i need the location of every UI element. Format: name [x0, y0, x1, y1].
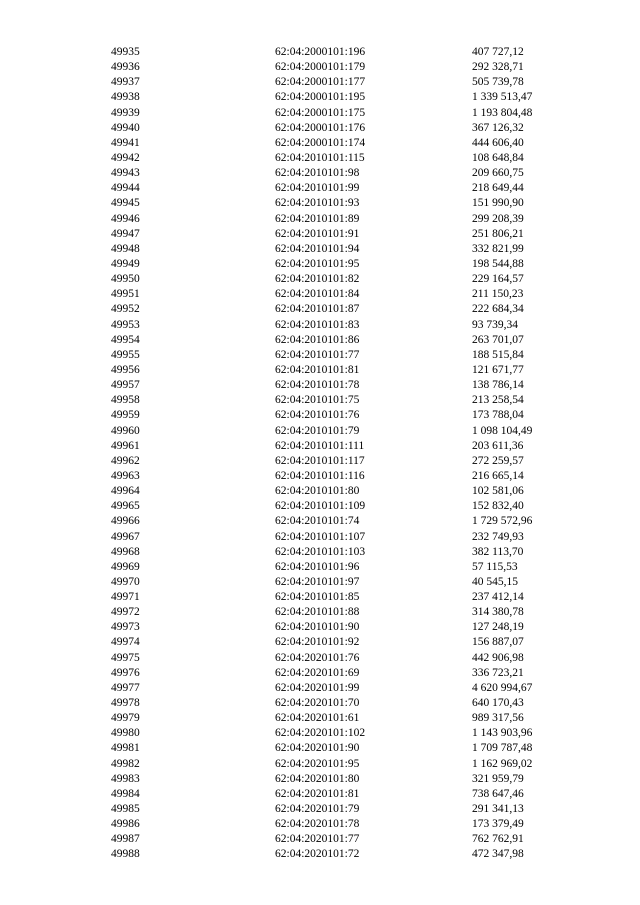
cadastral-value: 1 339 513,47 — [472, 91, 533, 104]
cadastral-number: 62:04:2010101:82 — [275, 273, 360, 286]
table-row — [0, 787, 640, 802]
cadastral-value: 211 150,23 — [472, 288, 524, 301]
cadastral-value: 1 162 969,02 — [472, 757, 533, 770]
row-id: 49963 — [111, 469, 140, 482]
row-id: 49978 — [111, 697, 140, 710]
cadastral-number: 62:04:2010101:95 — [275, 257, 360, 270]
cadastral-number: 62:04:2010101:111 — [275, 439, 365, 452]
cadastral-value: 1 143 903,96 — [472, 727, 533, 740]
row-id: 49946 — [111, 212, 140, 225]
table-row — [0, 166, 640, 181]
cadastral-value: 173 788,04 — [472, 409, 524, 422]
table-row — [0, 847, 640, 862]
cadastral-value: 40 545,15 — [472, 575, 518, 588]
row-id: 49982 — [111, 757, 140, 770]
row-id: 49944 — [111, 182, 140, 195]
cadastral-value: 121 671,77 — [472, 363, 524, 376]
cadastral-number: 62:04:2020101:99 — [275, 681, 360, 694]
table-row — [0, 757, 640, 772]
row-id: 49954 — [111, 333, 140, 346]
row-id: 49987 — [111, 833, 140, 846]
cadastral-number: 62:04:2010101:77 — [275, 348, 360, 361]
cadastral-number: 62:04:2020101:90 — [275, 742, 360, 755]
table-row — [0, 439, 640, 454]
row-id: 49962 — [111, 454, 140, 467]
cadastral-value: 222 684,34 — [472, 303, 524, 316]
row-id: 49937 — [111, 76, 140, 89]
cadastral-number: 62:04:2010101:81 — [275, 363, 360, 376]
table-row — [0, 832, 640, 847]
cadastral-number: 62:04:2000101:177 — [275, 76, 366, 89]
cadastral-number: 62:04:2010101:86 — [275, 333, 360, 346]
row-id: 49970 — [111, 575, 140, 588]
cadastral-value: 138 786,14 — [472, 379, 524, 392]
table-row — [0, 227, 640, 242]
row-id: 49938 — [111, 91, 140, 104]
cadastral-value: 213 258,54 — [472, 394, 524, 407]
row-id: 49981 — [111, 742, 140, 755]
cadastral-number: 62:04:2020101:102 — [275, 727, 366, 740]
cadastral-value: 292 328,71 — [472, 61, 524, 74]
cadastral-value: 314 380,78 — [472, 606, 524, 619]
cadastral-number: 62:04:2020101:77 — [275, 833, 360, 846]
row-id: 49986 — [111, 818, 140, 831]
cadastral-number: 62:04:2010101:107 — [275, 530, 366, 543]
cadastral-value: 237 412,14 — [472, 591, 524, 604]
cadastral-value: 762 762,91 — [472, 833, 524, 846]
cadastral-value: 127 248,19 — [472, 621, 524, 634]
row-id: 49979 — [111, 712, 140, 725]
table-row — [0, 75, 640, 90]
row-id: 49947 — [111, 227, 140, 240]
cadastral-number: 62:04:2010101:97 — [275, 575, 360, 588]
cadastral-number: 62:04:2010101:116 — [275, 469, 365, 482]
cadastral-number: 62:04:2010101:78 — [275, 379, 360, 392]
cadastral-number: 62:04:2020101:69 — [275, 666, 360, 679]
table-row — [0, 151, 640, 166]
cadastral-number: 62:04:2020101:78 — [275, 818, 360, 831]
table-row — [0, 772, 640, 787]
cadastral-number: 62:04:2010101:117 — [275, 454, 365, 467]
table-row — [0, 121, 640, 136]
cadastral-value: 272 259,57 — [472, 454, 524, 467]
table-row — [0, 530, 640, 545]
table-row — [0, 196, 640, 211]
row-id: 49984 — [111, 787, 140, 800]
cadastral-number: 62:04:2010101:87 — [275, 303, 360, 316]
table-row — [0, 802, 640, 817]
cadastral-number: 62:04:2010101:88 — [275, 606, 360, 619]
table-row — [0, 514, 640, 529]
cadastral-value: 1 193 804,48 — [472, 106, 533, 119]
row-id: 49935 — [111, 46, 140, 58]
row-id: 49936 — [111, 61, 140, 74]
cadastral-number: 62:04:2010101:91 — [275, 227, 360, 240]
cadastral-number: 62:04:2000101:195 — [275, 91, 366, 104]
table-row — [0, 136, 640, 151]
cadastral-value: 299 208,39 — [472, 212, 524, 225]
row-id: 49985 — [111, 803, 140, 816]
cadastral-number: 62:04:2020101:61 — [275, 712, 360, 725]
cadastral-value: 108 648,84 — [472, 151, 524, 164]
row-id: 49976 — [111, 666, 140, 679]
cadastral-value: 152 832,40 — [472, 500, 524, 513]
cadastral-value: 173 379,49 — [472, 818, 524, 831]
row-id: 49974 — [111, 636, 140, 649]
cadastral-value: 989 317,56 — [472, 712, 524, 725]
row-id: 49960 — [111, 424, 140, 437]
cadastral-number: 62:04:2010101:92 — [275, 636, 360, 649]
cadastral-value: 1 729 572,96 — [472, 515, 533, 528]
cadastral-number: 62:04:2010101:80 — [275, 485, 360, 498]
cadastral-value: 203 611,36 — [472, 439, 524, 452]
cadastral-number: 62:04:2010101:109 — [275, 500, 366, 513]
cadastral-value: 505 739,78 — [472, 76, 524, 89]
table-row — [0, 575, 640, 590]
row-id: 49957 — [111, 379, 140, 392]
row-id: 49943 — [111, 167, 140, 180]
table-row — [0, 393, 640, 408]
table-row — [0, 257, 640, 272]
table-row — [0, 484, 640, 499]
cadastral-number: 62:04:2000101:196 — [275, 46, 366, 58]
row-id: 49955 — [111, 348, 140, 361]
cadastral-value: 232 749,93 — [472, 530, 524, 543]
table-row — [0, 302, 640, 317]
cadastral-value: 229 164,57 — [472, 273, 524, 286]
cadastral-value: 93 739,34 — [472, 318, 518, 331]
table-row — [0, 560, 640, 575]
cadastral-value: 291 341,13 — [472, 803, 524, 816]
table-row — [0, 666, 640, 681]
row-id: 49977 — [111, 681, 140, 694]
table-row — [0, 45, 640, 60]
cadastral-number: 62:04:2010101:85 — [275, 591, 360, 604]
table-row — [0, 681, 640, 696]
table-row — [0, 605, 640, 620]
table-row — [0, 545, 640, 560]
cadastral-value: 263 701,07 — [472, 333, 524, 346]
table-row — [0, 60, 640, 75]
cadastral-number: 62:04:2010101:103 — [275, 545, 366, 558]
cadastral-number: 62:04:2010101:79 — [275, 424, 360, 437]
cadastral-value: 218 649,44 — [472, 182, 524, 195]
table-row — [0, 90, 640, 105]
cadastral-number: 62:04:2000101:174 — [275, 136, 366, 149]
cadastral-value: 156 887,07 — [472, 636, 524, 649]
cadastral-value: 738 647,46 — [472, 787, 524, 800]
cadastral-value: 209 660,75 — [472, 167, 524, 180]
table-row — [0, 212, 640, 227]
table-row — [0, 469, 640, 484]
row-id: 49951 — [111, 288, 140, 301]
table-row — [0, 106, 640, 121]
table-row — [0, 651, 640, 666]
table-row — [0, 454, 640, 469]
row-id: 49975 — [111, 651, 140, 664]
cadastral-value: 188 515,84 — [472, 348, 524, 361]
row-id: 49964 — [111, 485, 140, 498]
table-row — [0, 408, 640, 423]
row-id: 49958 — [111, 394, 140, 407]
table-row — [0, 348, 640, 363]
cadastral-number: 62:04:2020101:80 — [275, 772, 360, 785]
row-id: 49980 — [111, 727, 140, 740]
cadastral-number: 62:04:2000101:176 — [275, 121, 366, 134]
data-table — [0, 45, 640, 863]
table-row — [0, 726, 640, 741]
row-id: 49966 — [111, 515, 140, 528]
table-row — [0, 741, 640, 756]
row-id: 49965 — [111, 500, 140, 513]
row-id: 49956 — [111, 363, 140, 376]
row-id: 49948 — [111, 242, 140, 255]
table-row — [0, 333, 640, 348]
table-row — [0, 590, 640, 605]
row-id: 49941 — [111, 136, 140, 149]
cadastral-value: 251 806,21 — [472, 227, 524, 240]
cadastral-number: 62:04:2010101:74 — [275, 515, 360, 528]
cadastral-value: 407 727,12 — [472, 46, 524, 58]
row-id: 49940 — [111, 121, 140, 134]
cadastral-number: 62:04:2010101:94 — [275, 242, 360, 255]
table-row — [0, 378, 640, 393]
table-row — [0, 318, 640, 333]
row-id: 49939 — [111, 106, 140, 119]
cadastral-number: 62:04:2010101:76 — [275, 409, 360, 422]
cadastral-number: 62:04:2020101:95 — [275, 757, 360, 770]
row-id: 49968 — [111, 545, 140, 558]
table-row — [0, 242, 640, 257]
cadastral-value: 1 098 104,49 — [472, 424, 533, 437]
table-row — [0, 363, 640, 378]
table-row — [0, 424, 640, 439]
table-row — [0, 287, 640, 302]
cadastral-number: 62:04:2020101:70 — [275, 697, 360, 710]
cadastral-value: 102 581,06 — [472, 485, 524, 498]
cadastral-number: 62:04:2010101:96 — [275, 560, 360, 573]
table-row — [0, 635, 640, 650]
cadastral-number: 62:04:2010101:89 — [275, 212, 360, 225]
row-id: 49967 — [111, 530, 140, 543]
table-row — [0, 711, 640, 726]
cadastral-number: 62:04:2000101:175 — [275, 106, 366, 119]
row-id: 49949 — [111, 257, 140, 270]
cadastral-value: 442 906,98 — [472, 651, 524, 664]
table-row — [0, 817, 640, 832]
row-id: 49952 — [111, 303, 140, 316]
cadastral-value: 332 821,99 — [472, 242, 524, 255]
row-id: 49973 — [111, 621, 140, 634]
cadastral-value: 4 620 994,67 — [472, 681, 533, 694]
cadastral-number: 62:04:2000101:179 — [275, 61, 366, 74]
cadastral-value: 472 347,98 — [472, 848, 524, 861]
cadastral-value: 640 170,43 — [472, 697, 524, 710]
cadastral-value: 216 665,14 — [472, 469, 524, 482]
cadastral-number: 62:04:2010101:93 — [275, 197, 360, 210]
row-id: 49972 — [111, 606, 140, 619]
row-id: 49961 — [111, 439, 140, 452]
cadastral-value: 198 544,88 — [472, 257, 524, 270]
row-id: 49971 — [111, 591, 140, 604]
cadastral-value: 336 723,21 — [472, 666, 524, 679]
cadastral-value: 1 709 787,48 — [472, 742, 533, 755]
table-row — [0, 181, 640, 196]
cadastral-number: 62:04:2010101:98 — [275, 167, 360, 180]
cadastral-value: 151 990,90 — [472, 197, 524, 210]
cadastral-number: 62:04:2010101:90 — [275, 621, 360, 634]
row-id: 49983 — [111, 772, 140, 785]
cadastral-value: 321 959,79 — [472, 772, 524, 785]
row-id: 49942 — [111, 151, 140, 164]
cadastral-number: 62:04:2010101:84 — [275, 288, 360, 301]
cadastral-value: 367 126,32 — [472, 121, 524, 134]
cadastral-number: 62:04:2010101:115 — [275, 151, 365, 164]
cadastral-number: 62:04:2020101:79 — [275, 803, 360, 816]
table-row — [0, 272, 640, 287]
table-row — [0, 499, 640, 514]
cadastral-number: 62:04:2010101:83 — [275, 318, 360, 331]
cadastral-number: 62:04:2020101:76 — [275, 651, 360, 664]
row-id: 49945 — [111, 197, 140, 210]
cadastral-value: 444 606,40 — [472, 136, 524, 149]
table-row — [0, 696, 640, 711]
row-id: 49953 — [111, 318, 140, 331]
cadastral-number: 62:04:2020101:81 — [275, 787, 360, 800]
row-id: 49959 — [111, 409, 140, 422]
cadastral-value: 57 115,53 — [472, 560, 518, 573]
cadastral-number: 62:04:2020101:72 — [275, 848, 360, 861]
row-id: 49988 — [111, 848, 140, 861]
cadastral-value: 382 113,70 — [472, 545, 524, 558]
row-id: 49969 — [111, 560, 140, 573]
cadastral-number: 62:04:2010101:99 — [275, 182, 360, 195]
table-row — [0, 620, 640, 635]
row-id: 49950 — [111, 273, 140, 286]
cadastral-number: 62:04:2010101:75 — [275, 394, 360, 407]
